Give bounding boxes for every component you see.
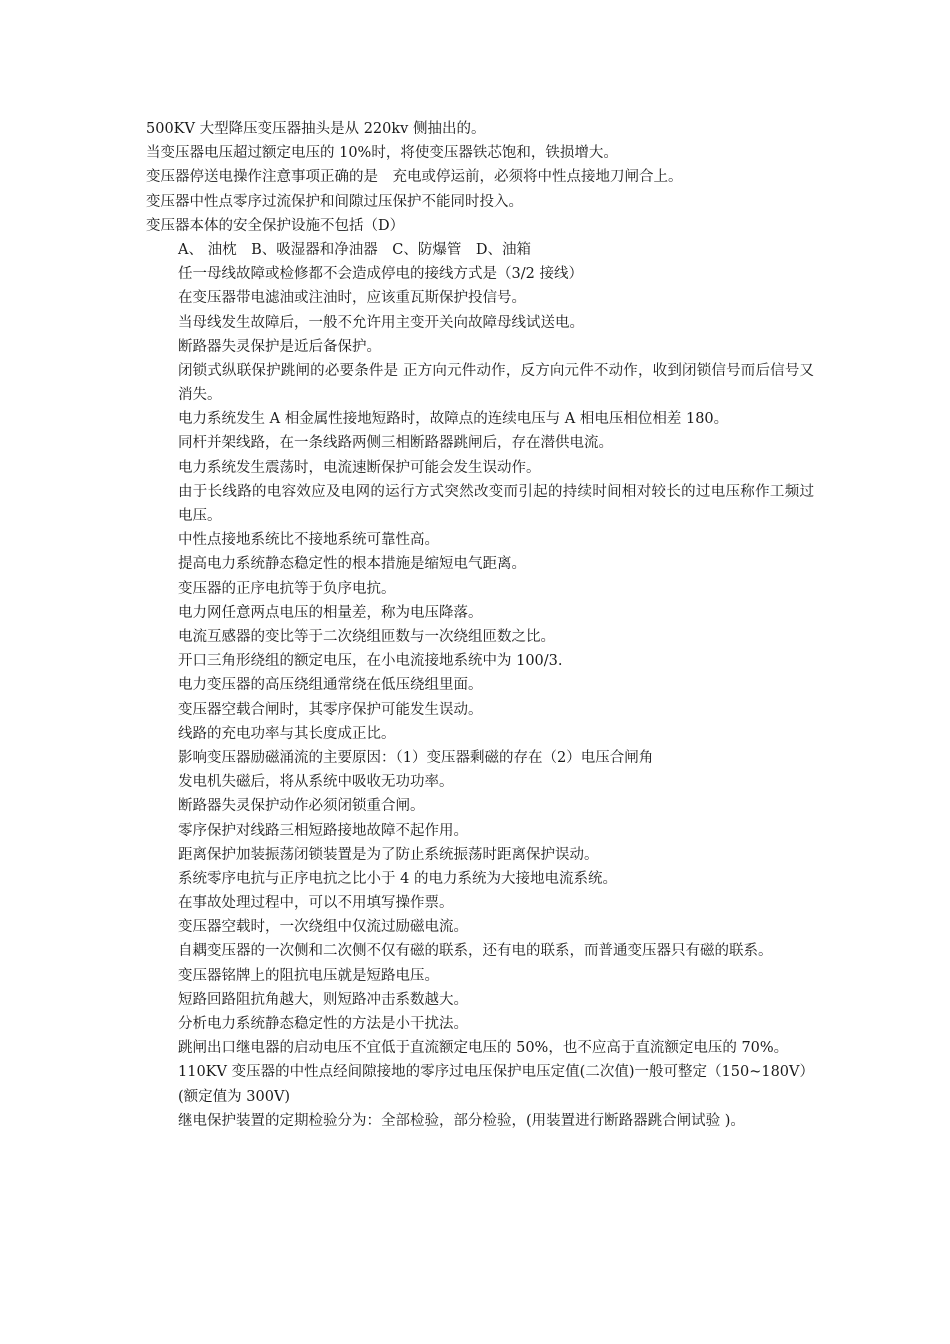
text-line: 任一母线故障或检修都不会造成停电的接线方式是（3/2 接线） xyxy=(178,266,583,283)
text-line: 零序保护对线路三相短路接地故障不起作用。 xyxy=(178,822,468,839)
text-line: 影响变压器励磁涌流的主要原因：（1）变压器剩磁的存在（2）电压合闸角 xyxy=(178,749,654,766)
text-line: 断路器失灵保护动作必须闭锁重合闸。 xyxy=(178,798,425,815)
text-line: 线路的充电功率与其长度成正比。 xyxy=(178,725,396,742)
text-line: 变压器停送电操作注意事项正确的是 充电或停运前，必须将中性点接地刀闸合上。 xyxy=(146,169,683,186)
text-line: 变压器空载合闸时，其零序保护可能发生误动。 xyxy=(178,701,483,718)
text-line: 电力变压器的高压绕组通常绕在低压绕组里面。 xyxy=(178,677,483,694)
text-line: 同杆并架线路，在一条线路两侧三相断路器跳闸后，存在潜供电流。 xyxy=(178,435,613,452)
text-line: 变压器本体的安全保护设施不包括（D） xyxy=(146,217,405,234)
text-line: 在变压器带电滤油或注油时，应该重瓦斯保护投信号。 xyxy=(178,290,526,307)
text-line: 电力网任意两点电压的相量差，称为电压降落。 xyxy=(178,604,483,621)
text-line: 电力系统发生 A 相金属性接地短路时，故障点的连续电压与 A 相电压相位相差 180。 xyxy=(178,411,729,428)
text-line: 变压器的正序电抗等于负序电抗。 xyxy=(178,580,396,597)
text-line: 分析电力系统静态稳定性的方法是小干扰法。 xyxy=(178,1016,468,1033)
text-line: 变压器空载时，一次绕组中仅流过励磁电流。 xyxy=(178,919,468,936)
text-line: 电力系统发生震荡时，电流速断保护可能会发生误动作。 xyxy=(178,459,541,476)
text-line: 距离保护加装振荡闭锁装置是为了防止系统振荡时距离保护误动。 xyxy=(178,846,599,863)
text-paragraph: 闭锁式纵联保护跳闸的必要条件是 正方向元件动作，反方向元件不动作，收到闭锁信号而后信号又消失。 xyxy=(178,362,814,404)
text-paragraph: 110KV 变压器的中性点经间隙接地的零序过电压保护电压定值(二次值)一般可整定（150~180V）(额定值为 300V) xyxy=(178,1064,814,1105)
text-line: 断路器失灵保护是近后备保护。 xyxy=(178,338,381,355)
text-line: A、 油枕 B、吸湿器和净油器 C、防爆管 D、油箱 xyxy=(178,241,531,258)
text-line: 500KV 大型降压变压器抽头是从 220kv 侧抽出的。 xyxy=(146,121,486,137)
text-line: 变压器铭牌上的阻抗电压就是短路电压。 xyxy=(178,967,439,984)
text-line: 当母线发生故障后，一般不允许用主变开关向故障母线试送电。 xyxy=(178,314,584,331)
text-line: 继电保护装置的定期检验分为：全部检验，部分检验，(用装置进行断路器跳合闸试验 )。 xyxy=(178,1112,745,1129)
text-line: 电流互感器的变比等于二次绕组匝数与一次绕组匝数之比。 xyxy=(178,629,555,645)
text-line: 中性点接地系统比不接地系统可靠性高。 xyxy=(178,532,439,549)
text-line: 短路回路阻抗角越大，则短路冲击系数越大。 xyxy=(178,991,468,1008)
text-paragraph: 自耦变压器的一次侧和二次侧不仅有磁的联系，还有电的联系，而普通变压器只有磁的联系。 xyxy=(178,943,773,960)
text-line: 系统零序电抗与正序电抗之比小于 4 的电力系统为大接地电流系统。 xyxy=(178,870,617,887)
text-line: 当变压器电压超过额定电压的 10%时，将使变压器铁芯饱和，铁损增大。 xyxy=(146,145,618,162)
text-paragraph: 由于长线路的电容效应及电网的运行方式突然改变而引起的持续时间相对较长的过电压称作工频过电压。 xyxy=(178,483,814,525)
text-line: 开口三角形绕组的额定电压，在小电流接地系统中为 100/3. xyxy=(178,653,563,670)
text-line: 发电机失磁后，将从系统中吸收无功功率。 xyxy=(178,774,454,791)
text-line: 在事故处理过程中，可以不用填写操作票。 xyxy=(178,895,454,912)
document-body xyxy=(146,117,816,1133)
text-line: 提高电力系统静态稳定性的根本措施是缩短电气距离。 xyxy=(178,556,526,573)
text-line: 变压器中性点零序过流保护和间隙过压保护不能同时投入。 xyxy=(146,193,523,210)
text-paragraph: 跳闸出口继电器的启动电压不宜低于直流额定电压的 50%，也不应高于直流额定电压的 70%。 xyxy=(178,1040,789,1057)
